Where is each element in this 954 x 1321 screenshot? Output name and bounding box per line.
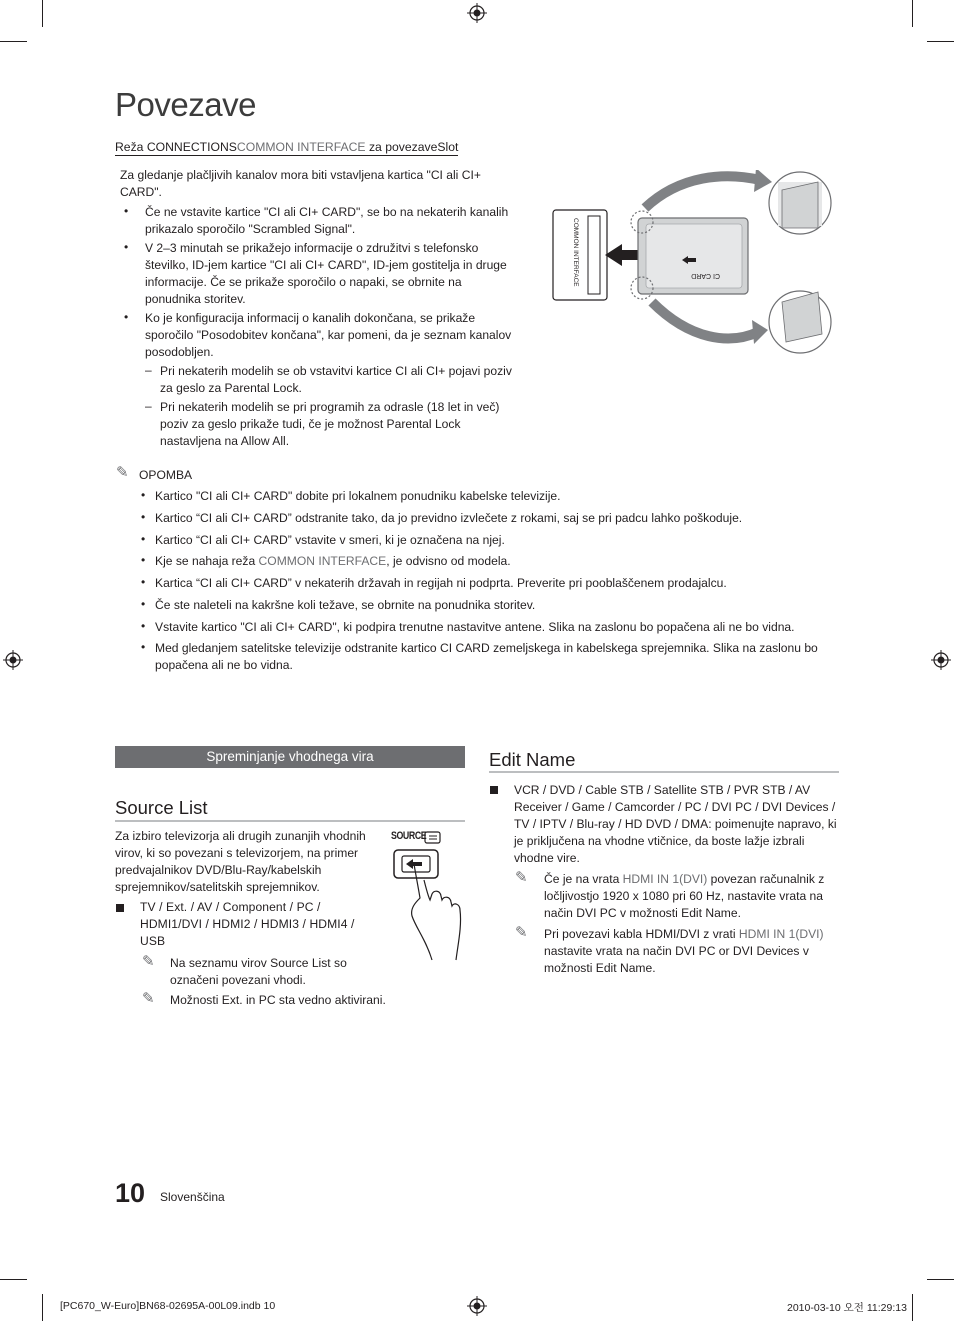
edit-name-item: VCR / DVD / Cable STB / Satellite STB / PVR STB / AV Receiver / Game / Camcorder / PC / DVI PC / DVI Devices / TV / IPTV / Blu-ray / HD DVD / DMA: poimenujte napravo, ki je priključena na vhodne vtičnice, da boste lažje izbrali vhodne vire. <box>514 783 837 865</box>
bullet-dot: • <box>141 532 146 546</box>
bullet-dot: • <box>141 488 146 502</box>
note-pencil-icon: ✎ <box>142 953 155 970</box>
square-bullet-icon <box>116 904 124 912</box>
page-number: 10 <box>115 1178 146 1208</box>
source-button-label: SOURCE <box>391 830 427 842</box>
edit-name-note: Pri povezavi kabla HDMI/DVI z vrati HDMI IN 1(DVI) nastavite vrata na način DVI PC or DVI Devices v možnosti Edit Name. <box>544 927 824 975</box>
page-title: Povezave <box>115 86 256 123</box>
note-item: Kartico “CI ali CI+ CARD” odstranite tako, da jo previdno izvlečete z rokami, saj se pri padcu lahko poškoduje. <box>155 511 743 525</box>
ci-card-insertion-illustration <box>550 170 840 355</box>
square-bullet-icon <box>490 786 498 794</box>
print-date-info: 2010-03-10 오전 11:29:13 <box>787 1302 907 1314</box>
bullet-dot: • <box>141 575 146 589</box>
page-language: Slovenščina <box>160 1190 225 1204</box>
slot-label: COMMON INTERFACE <box>572 218 579 287</box>
crop-mark <box>0 41 27 42</box>
crop-mark <box>42 0 43 27</box>
edit-name-note: Če je na vrata HDMI IN 1(DVI) povezan računalnik z ločljivostjo 1920 x 1080 pri 60 Hz, nastavite vrata na način DVI PC v možnosti Edit Name. <box>544 872 825 920</box>
remote-hand-pressing-icon <box>386 828 466 963</box>
bullet-dot: • <box>124 310 129 324</box>
note-item: Med gledanjem satelitske televizije odstranite kartico CI CARD zemeljskega in kabelskega sprejemnika. Slika na zaslonu bo popačena ali ne bo vidna. <box>155 641 818 672</box>
bullet-dot: • <box>141 640 146 654</box>
note-item: Če ste naleteli na kakršne koli težave, se obrnite na ponudnika storitev. <box>155 598 536 612</box>
crop-mark <box>42 1294 43 1321</box>
note-item: Kartico “CI ali CI+ CARD” vstavite v smeri, ki je označena na njej. <box>155 533 505 547</box>
note-item: Kartica “CI ali CI+ CARD” v nekaterih državah in regijah ni podprta. Preverite pri pooblaščenem prodajalcu. <box>155 576 727 590</box>
bullet-text: V 2–3 minutah se prikažejo informacije o združitvi s telefonsko številko, ID-jem kartice "CI ali CI+ CARD", ID-jem gostitelja in druge informacije. Če se prikaže sporočilo o napaki, se obrnite na ponudnika storitev. <box>145 241 507 306</box>
bullet-text: Če ne vstavite kartice "CI ali CI+ CARD", se bo na nekaterih kanalih prikazalo sporočilo "Scrambled Signal". <box>145 205 509 236</box>
crop-mark <box>912 1294 913 1321</box>
note-item: Kje se nahaja reža COMMON INTERFACE, je odvisno od modela. <box>155 554 511 568</box>
note-item: Kartico "CI ali CI+ CARD" dobite pri lokalnem ponudniku kabelske televizije. <box>155 489 561 503</box>
source-note: Možnosti Ext. in PC sta vedno aktivirani. <box>170 993 386 1007</box>
dash-marker: – <box>145 399 152 413</box>
registration-mark-icon <box>467 1296 487 1316</box>
bullet-dot: • <box>124 204 129 218</box>
registration-mark-icon <box>3 650 23 670</box>
crop-mark <box>912 0 913 27</box>
edit-name-heading: Edit Name <box>489 749 576 770</box>
bullet-dot: • <box>141 553 146 567</box>
source-note: Na seznamu virov Source List so označeni povezani vhodi. <box>170 956 347 987</box>
note-item: Vstavite kartico "CI ali CI+ CARD", ki podpira trenutne nastavitve antene. Slika na zaslonu bo popačena ali ne bo vidna. <box>155 620 795 634</box>
bullet-text: Ko je konfiguracija informacij o kanalih dokončana, se prikaže sporočilo "Posodobitev končana", kar pomeni, da je seznam kanalov posodobljen. <box>145 311 512 359</box>
crop-mark <box>927 1279 954 1280</box>
section-subheading: Reža CONNECTIONSCOMMON INTERFACE za povezaveSlot <box>115 140 459 154</box>
source-list-options: TV / Ext. / AV / Component / PC / HDMI1/DVI / HDMI2 / HDMI3 / HDMI4 / USB <box>140 900 355 948</box>
crop-mark <box>927 41 954 42</box>
note-pencil-icon: ✎ <box>142 990 155 1007</box>
bullet-dot: • <box>141 510 146 524</box>
source-list-heading: Source List <box>115 797 208 818</box>
print-file-info: [PC670_W-Euro]BN68-02695A-00L09.indb 10 <box>60 1300 276 1312</box>
crop-mark <box>0 1279 27 1280</box>
heading-rule <box>115 820 465 822</box>
ci-intro-text: Za gledanje plačljivih kanalov mora biti vstavljena kartica "CI ali CI+ CARD". <box>120 168 481 199</box>
dash-text: Pri nekaterih modelih se ob vstavitvi kartice CI ali CI+ pojavi poziv za geslo za Parental Lock. <box>160 364 512 395</box>
dash-text: Pri nekaterih modelih se pri programih za odrasle (18 let in več) poziv za geslo prikaže tudi, če je možnost Parental Lock nastavljena na Allow All. <box>160 400 500 448</box>
registration-mark-icon <box>931 650 951 670</box>
note-heading: OPOMBA <box>139 468 193 482</box>
section-bar: Spreminjanje vhodnega vira <box>115 746 465 768</box>
bullet-dot: • <box>124 240 129 254</box>
dash-marker: – <box>145 363 152 377</box>
registration-mark-icon <box>467 3 487 23</box>
heading-rule <box>489 771 839 773</box>
bullet-dot: • <box>141 597 146 611</box>
source-list-intro: Za izbiro televizorja ali drugih zunanjih vhodnih virov, ki so povezani s televizorjem, na primer predvajalnikov DVD/Blu-Ray/kabelskih sprejemnikov/satelitskih sprejemnikov. <box>115 829 366 894</box>
note-pencil-icon: ✎ <box>515 869 528 886</box>
bullet-dot: • <box>141 619 146 633</box>
note-pencil-icon: ✎ <box>515 924 528 941</box>
card-label: CI CARD <box>691 272 720 279</box>
note-pencil-icon: ✎ <box>116 464 129 481</box>
